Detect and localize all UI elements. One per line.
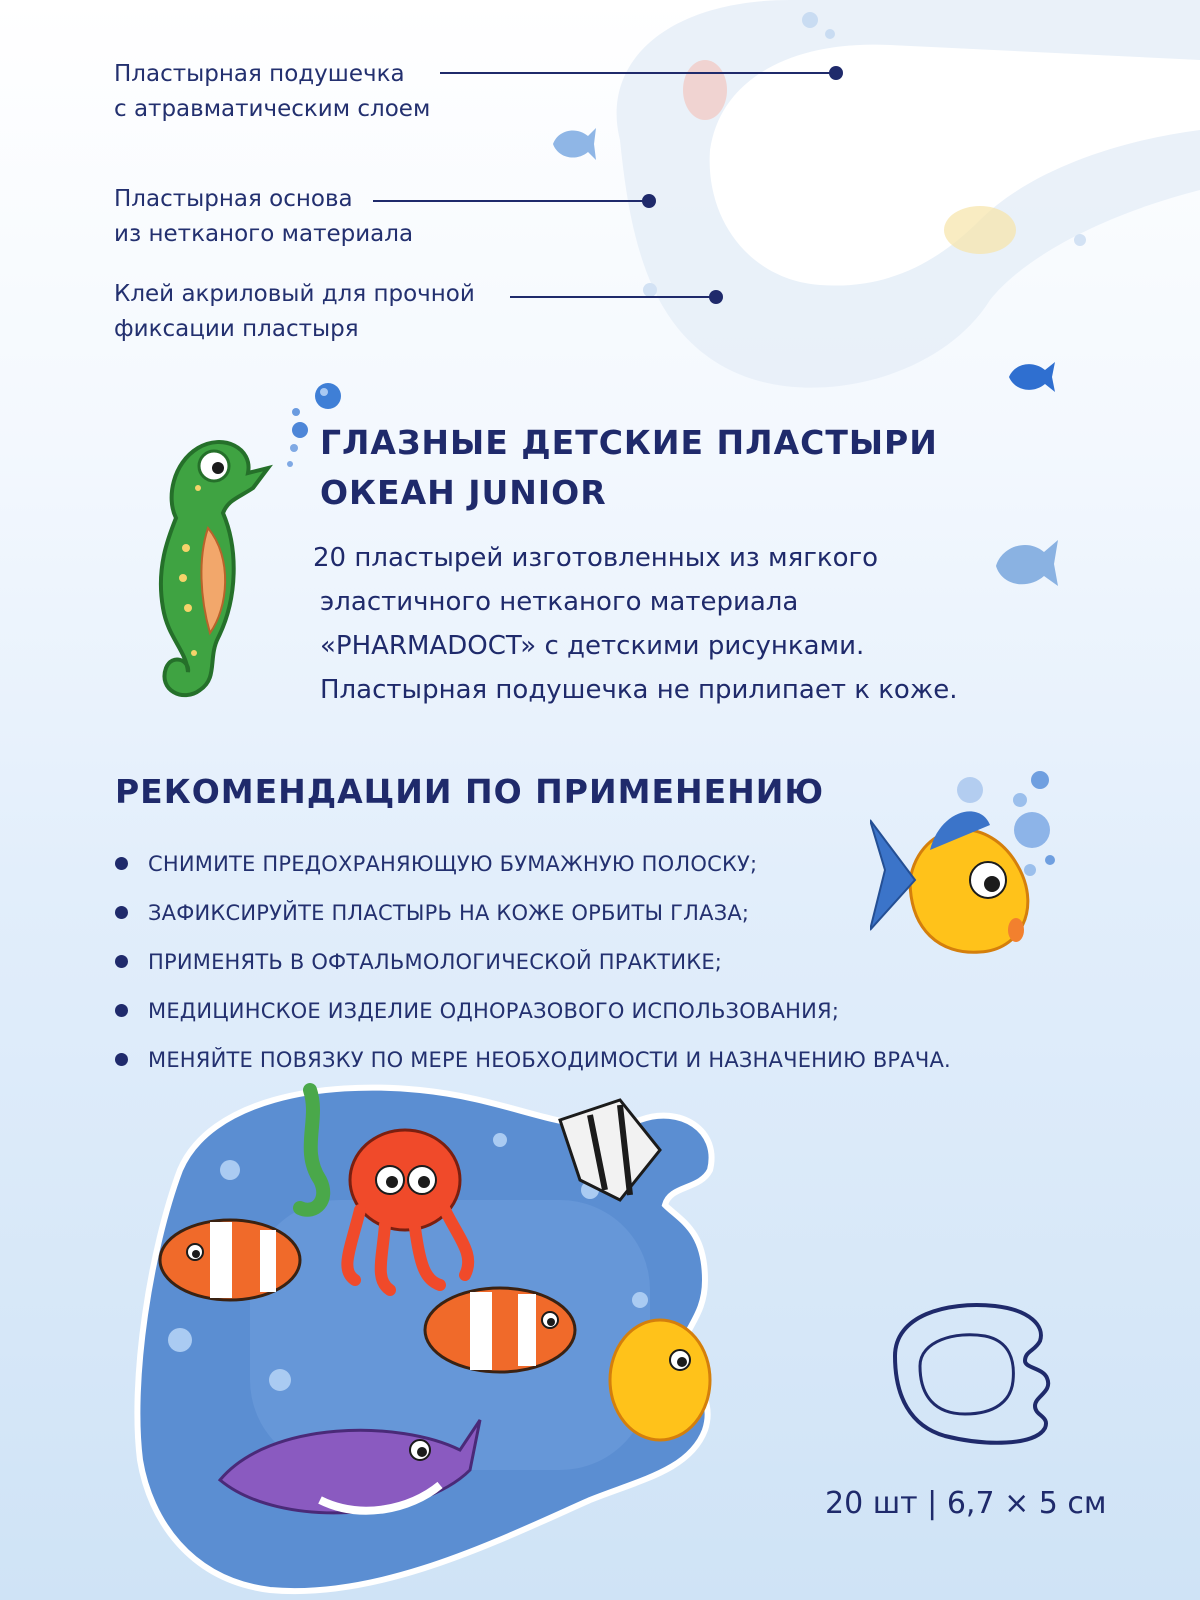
recommendations-list <box>115 852 951 1097</box>
list-item-text: МЕНЯЙТЕ ПОВЯЗКУ ПО МЕРЕ НЕОБХОДИМОСТИ И НАЗНАЧЕНИЮ ВРАЧА. <box>148 1048 951 1072</box>
callout-base-line2: из нетканого материала <box>114 221 414 247</box>
callout-pad-dot <box>829 66 843 80</box>
list-item <box>115 852 951 901</box>
eye-patch-outline-icon <box>875 1296 1075 1451</box>
description-line: эластичного нетканого материала <box>320 587 799 617</box>
product-title <box>320 418 938 518</box>
list-item-text: МЕДИЦИНСКОЕ ИЗДЕЛИЕ ОДНОРАЗОВОГО ИСПОЛЬЗОВАНИЯ; <box>148 999 840 1023</box>
callout-pad-line1: Пластырная подушечка <box>114 61 405 87</box>
product-title-line1: ГЛАЗНЫЕ ДЕТСКИЕ ПЛАСТЫРИ <box>320 423 938 462</box>
small-fish-icon <box>990 532 1060 594</box>
callout-glue-line1: Клей акриловый для прочной <box>114 281 475 307</box>
description-line: 20 пластырей изготовленных из мягкого <box>313 543 879 573</box>
callout-glue-dot <box>709 290 723 304</box>
callout-base-pointer <box>373 200 649 202</box>
bullet-icon <box>115 906 128 919</box>
package-info: 20 шт | 6,7 × 5 см <box>825 1486 1107 1521</box>
list-item <box>115 999 951 1048</box>
callout-glue-pointer <box>510 296 716 298</box>
seahorse-icon <box>128 428 278 718</box>
bullet-icon <box>115 857 128 870</box>
list-item-text: ЗАФИКСИРУЙТЕ ПЛАСТЫРЬ НА КОЖЕ ОРБИТЫ ГЛАЗА; <box>148 901 750 925</box>
list-item <box>115 901 951 950</box>
description-line: «PHARMADOCT» с детскими рисунками. <box>320 631 865 661</box>
background-patch-ribbon <box>560 0 1200 400</box>
product-title-line2: ОКЕАН JUNIOR <box>320 473 607 512</box>
list-item <box>115 950 951 999</box>
bullet-icon <box>115 955 128 968</box>
small-fish-icon <box>548 122 598 166</box>
yellow-fish-icon <box>870 760 1070 980</box>
small-fish-icon <box>1005 356 1057 398</box>
list-item-text: ПРИМЕНЯТЬ В ОФТАЛЬМОЛОГИЧЕСКОЙ ПРАКТИКЕ; <box>148 950 723 974</box>
bullet-icon <box>115 1004 128 1017</box>
bullet-icon <box>115 1053 128 1066</box>
callout-base-dot <box>642 194 656 208</box>
description-line: Пластырная подушечка не прилипает к коже. <box>320 675 958 705</box>
callout-pad-line2: с атравматическим слоем <box>114 96 431 122</box>
list-item-text: СНИМИТЕ ПРЕДОХРАНЯЮЩУЮ БУМАЖНУЮ ПОЛОСКУ; <box>148 852 758 876</box>
recommendations-title: РЕКОМЕНДАЦИИ ПО ПРИМЕНЕНИЮ <box>115 772 825 811</box>
callout-pad-pointer <box>440 72 836 74</box>
product-description <box>313 536 958 712</box>
callout-glue-line2: фиксации пластыря <box>114 316 359 342</box>
eye-patch-image <box>120 1080 780 1600</box>
callout-base-line1: Пластырная основа <box>114 186 353 212</box>
